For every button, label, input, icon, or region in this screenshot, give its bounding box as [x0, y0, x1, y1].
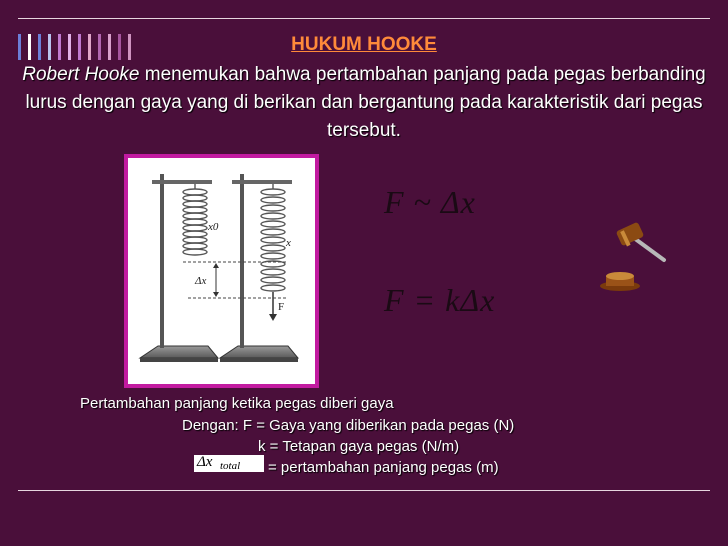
- delta-x-subscript: total: [220, 460, 241, 472]
- label-dx: Δx: [195, 275, 207, 287]
- figure-caption: Pertambahan panjang ketika pegas diberi gaya: [80, 395, 394, 412]
- spring-figure: [128, 158, 315, 384]
- bottom-divider: [18, 490, 710, 491]
- gavel-block-icon: [598, 270, 642, 292]
- top-divider: [18, 18, 710, 19]
- stand-right: [220, 174, 298, 362]
- label-x0: x0: [208, 221, 219, 233]
- formula-proportional: F ~ Δx: [384, 184, 476, 220]
- intro-body: menemukan bahwa pertambahan panjang pada pegas berbanding lurus dengan gaya yang di berikan dan bergantung pada karakteristik dari pegas tersebut.: [25, 64, 706, 141]
- label-force: F: [278, 301, 285, 313]
- label-x: x: [286, 237, 291, 249]
- definition-spring-constant: k = Tetapan gaya pegas (N/m): [258, 438, 460, 455]
- delta-x-total-symbol: [194, 455, 264, 472]
- delta-x-symbol: Δx: [197, 454, 213, 470]
- stand-left: [140, 174, 218, 362]
- intro-author: Robert Hooke: [22, 64, 140, 85]
- intro-text: [22, 61, 706, 145]
- definition-force: Dengan: F = Gaya yang diberikan pada pegas (N): [182, 417, 515, 434]
- slide-title: HUKUM HOOKE: [291, 34, 437, 55]
- gavel-icon: [612, 216, 668, 266]
- spring-diagram: [128, 158, 315, 384]
- definition-elongation: = pertambahan panjang pegas (m): [268, 459, 499, 476]
- formula-hooke-law: F = kΔx: [384, 282, 496, 318]
